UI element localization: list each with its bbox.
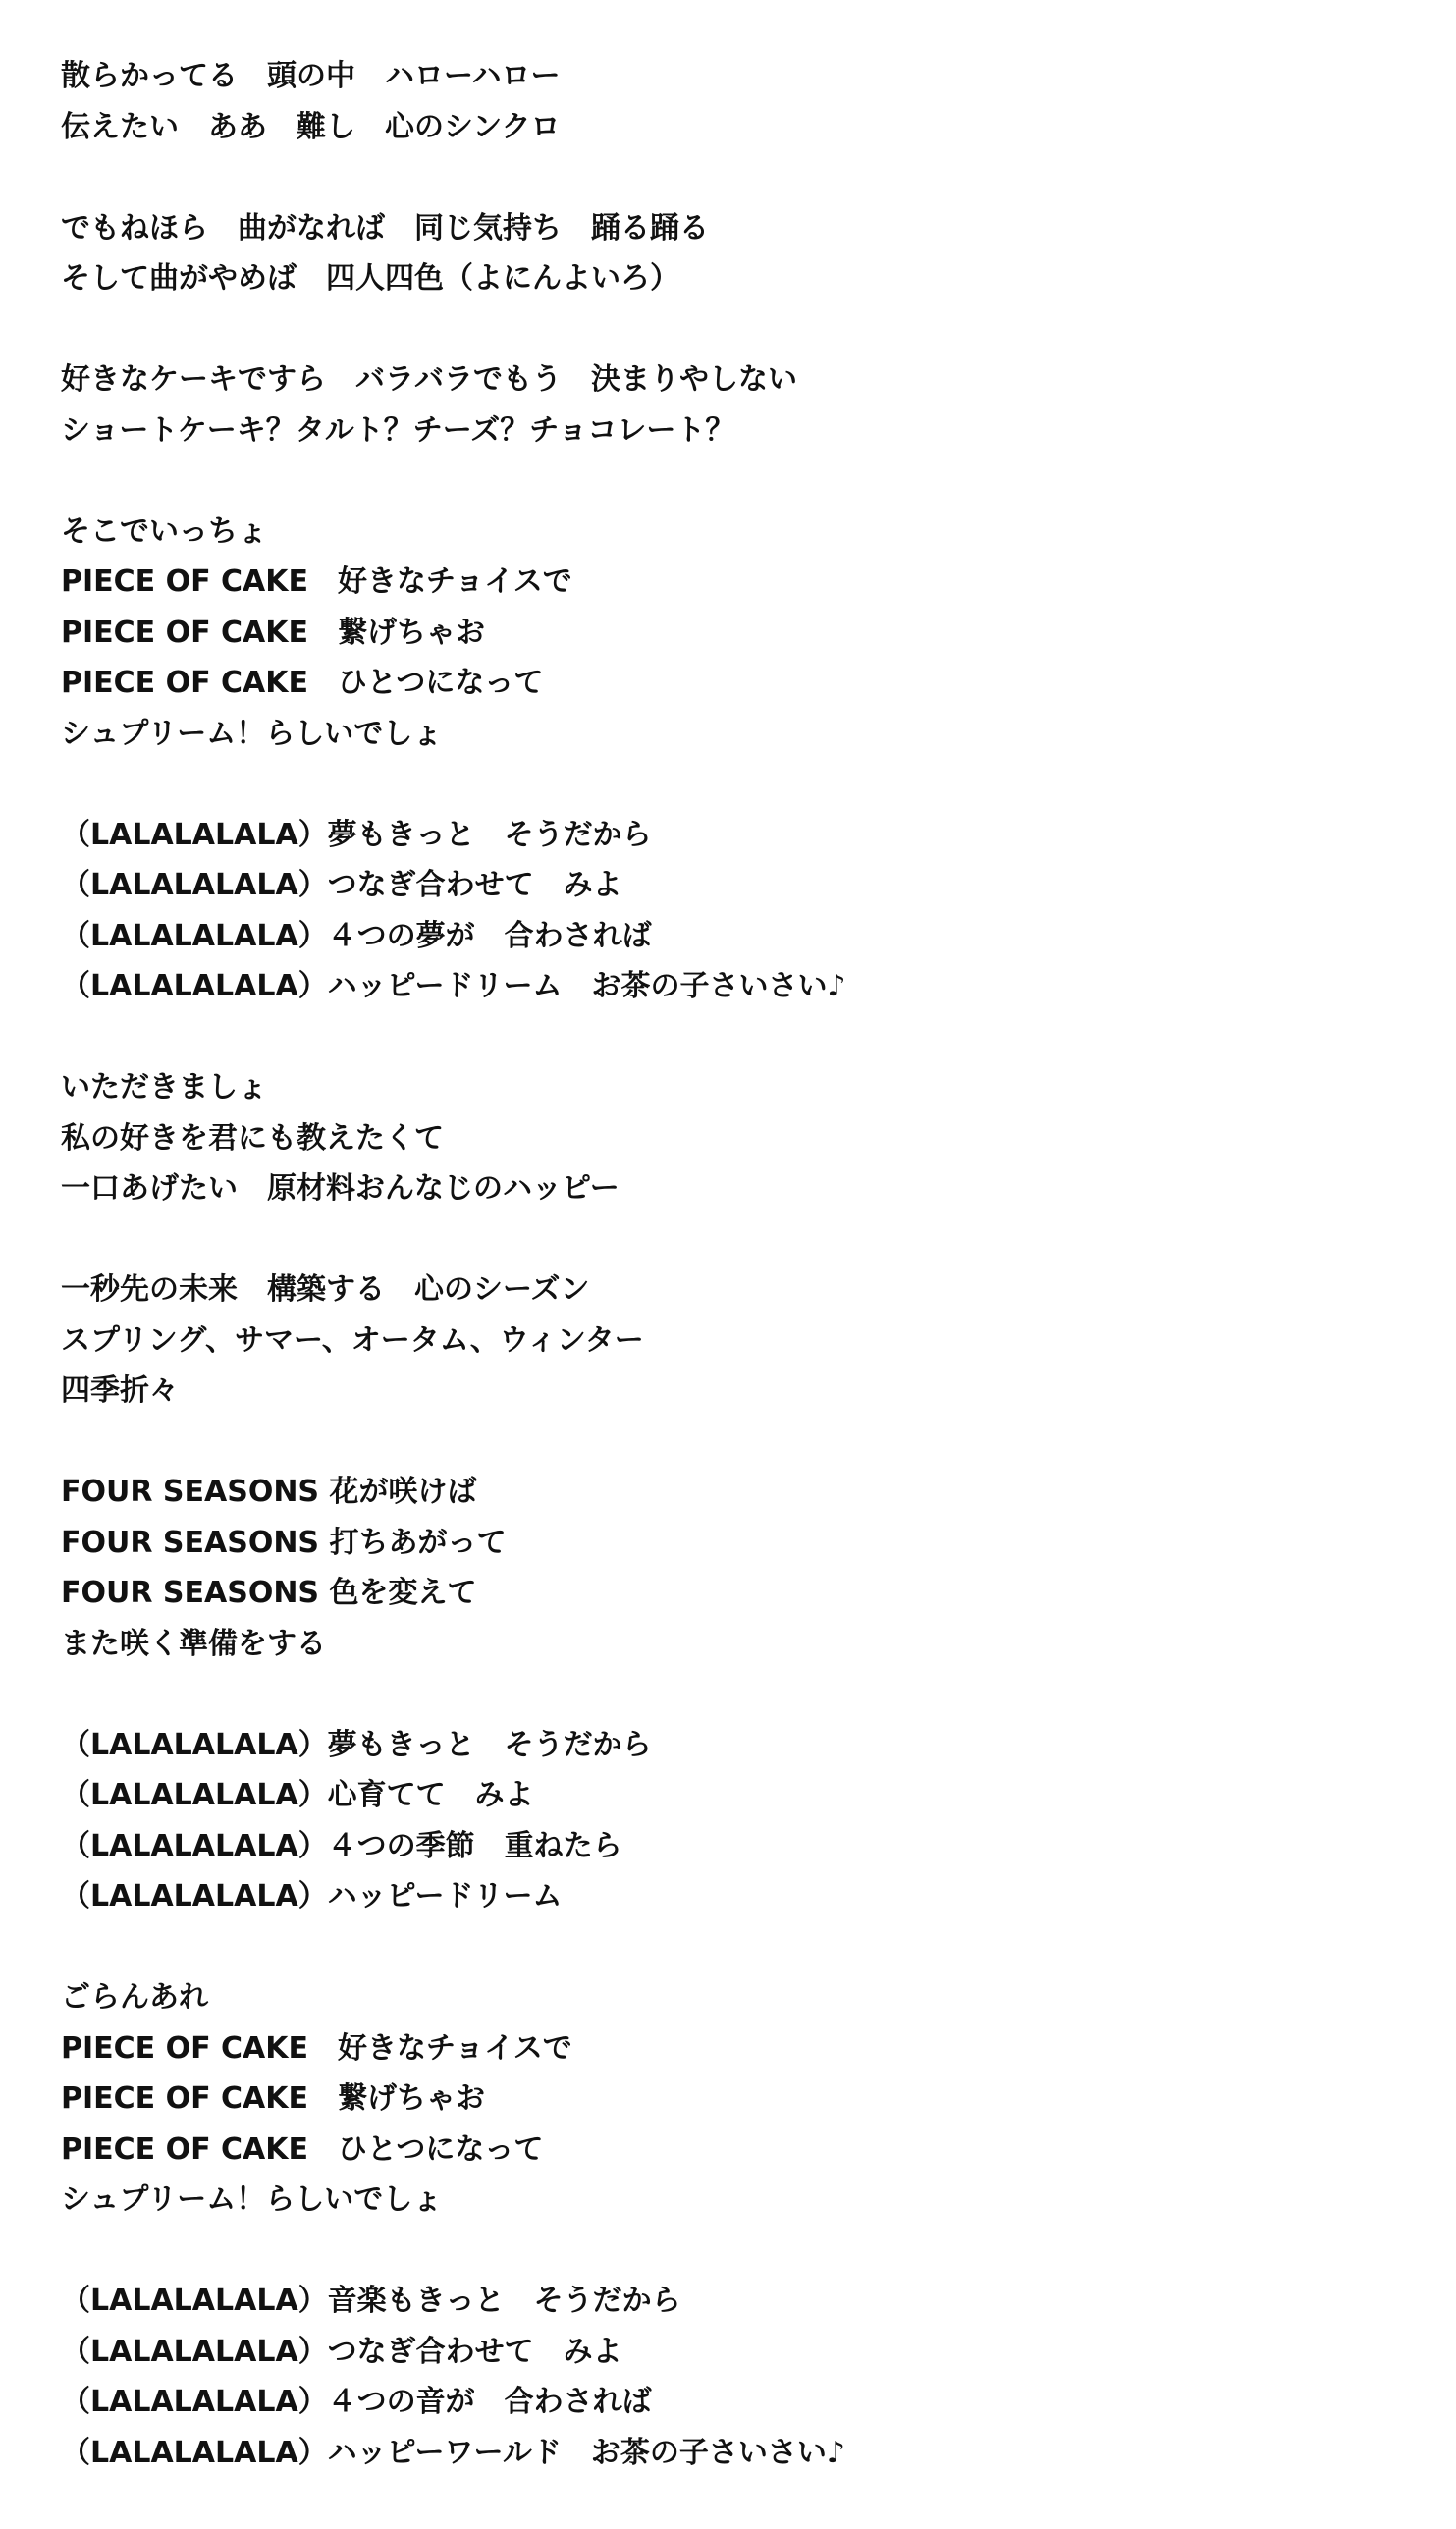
- lyric-line: 一口あげたい 原材料おんなじのハッピー: [61, 1171, 620, 1206]
- lyric-line: FOUR SEASONS 色を変えて: [61, 1576, 477, 1610]
- lyric-line: （LALALALALA）４つの季節 重ねたら: [61, 1828, 622, 1863]
- lyric-line: そこでいっちょ: [61, 513, 267, 549]
- lyric-line: 伝えたい ああ 難し 心のシンクロ: [61, 109, 561, 144]
- lyrics-stanza: [61, 810, 1416, 1012]
- lyric-line: PIECE OF CAKE ひとつになって: [61, 666, 544, 700]
- lyric-line: PIECE OF CAKE 繋げちゃお: [61, 615, 486, 650]
- lyric-line: PIECE OF CAKE ひとつになって: [61, 2131, 544, 2167]
- lyric-line: 一秒先の未来 構築する 心のシーズン: [61, 1272, 590, 1307]
- lyric-line: （LALALALALA）心育てて みよ: [61, 1778, 534, 1812]
- lyric-line: でもねほら 曲がなれば 同じ気持ち 踊る踊る: [61, 210, 709, 245]
- lyric-line: PIECE OF CAKE 繋げちゃお: [61, 2081, 486, 2116]
- lyrics-stanza: [61, 1972, 1416, 2226]
- lyric-line: 四季折々: [61, 1373, 179, 1408]
- lyrics-stanza: [61, 1062, 1416, 1214]
- lyric-line: （LALALALALA）４つの夢が 合わされば: [61, 918, 652, 953]
- lyrics-stanza: [61, 1264, 1416, 1417]
- lyric-line: そして曲がやめば 四人四色（よにんよいろ）: [61, 261, 679, 296]
- lyric-line: 好きなケーキですら バラバラでもう 決まりやしない: [61, 362, 797, 397]
- lyric-line: （LALALALALA）音楽もきっと そうだから: [61, 2284, 681, 2318]
- lyric-line: PIECE OF CAKE 好きなチョイスで: [61, 565, 572, 599]
- lyric-line: スプリング、サマー、オータム、ウィンター: [61, 1322, 644, 1358]
- lyric-line: （LALALALALA）４つの音が 合わされば: [61, 2385, 652, 2419]
- lyric-line: FOUR SEASONS 花が咲けば: [61, 1475, 477, 1509]
- lyrics-stanza: [61, 1720, 1416, 1922]
- lyric-line: （LALALALALA）ハッピードリーム: [61, 1879, 563, 1913]
- lyrics-stanza: [61, 507, 1416, 760]
- lyric-line: ショートケーキ？タルト？チーズ？チョコレート？: [61, 412, 735, 448]
- lyric-line: （LALALALALA）つなぎ合わせて みよ: [61, 2334, 622, 2369]
- lyrics-stanza: [61, 203, 1416, 304]
- lyric-line: シュプリーム！らしいでしょ: [61, 716, 443, 751]
- lyric-line: ごらんあれ: [61, 1980, 208, 2015]
- lyric-line: （LALALALALA）つなぎ合わせて みよ: [61, 868, 622, 902]
- lyric-line: また咲く準備をする: [61, 1626, 326, 1661]
- lyric-line: （LALALALALA）夢もきっと そうだから: [61, 817, 652, 852]
- lyric-line: （LALALALALA）夢もきっと そうだから: [61, 1727, 652, 1762]
- lyric-line: FOUR SEASONS 打ちあがって: [61, 1525, 507, 1560]
- lyric-line: （LALALALALA）ハッピーワールド お茶の子さいさい♪: [61, 2435, 846, 2470]
- lyrics-stanza: [61, 2276, 1416, 2478]
- lyric-line: 散らかってる 頭の中 ハローハロー: [61, 59, 561, 93]
- lyric-line: シュプリーム！らしいでしょ: [61, 2182, 443, 2217]
- lyric-line: PIECE OF CAKE 好きなチョイスで: [61, 2030, 572, 2066]
- lyrics-stanza: [61, 51, 1416, 152]
- lyric-line: 私の好きを君にも教えたくて: [61, 1120, 444, 1156]
- lyric-line: （LALALALALA）ハッピードリーム お茶の子さいさい♪: [61, 969, 846, 1003]
- lyrics-stanza: [61, 354, 1416, 456]
- lyrics-text: [61, 51, 1416, 2529]
- lyric-line: いただきましょ: [61, 1070, 267, 1104]
- lyrics-stanza: [61, 1467, 1416, 1669]
